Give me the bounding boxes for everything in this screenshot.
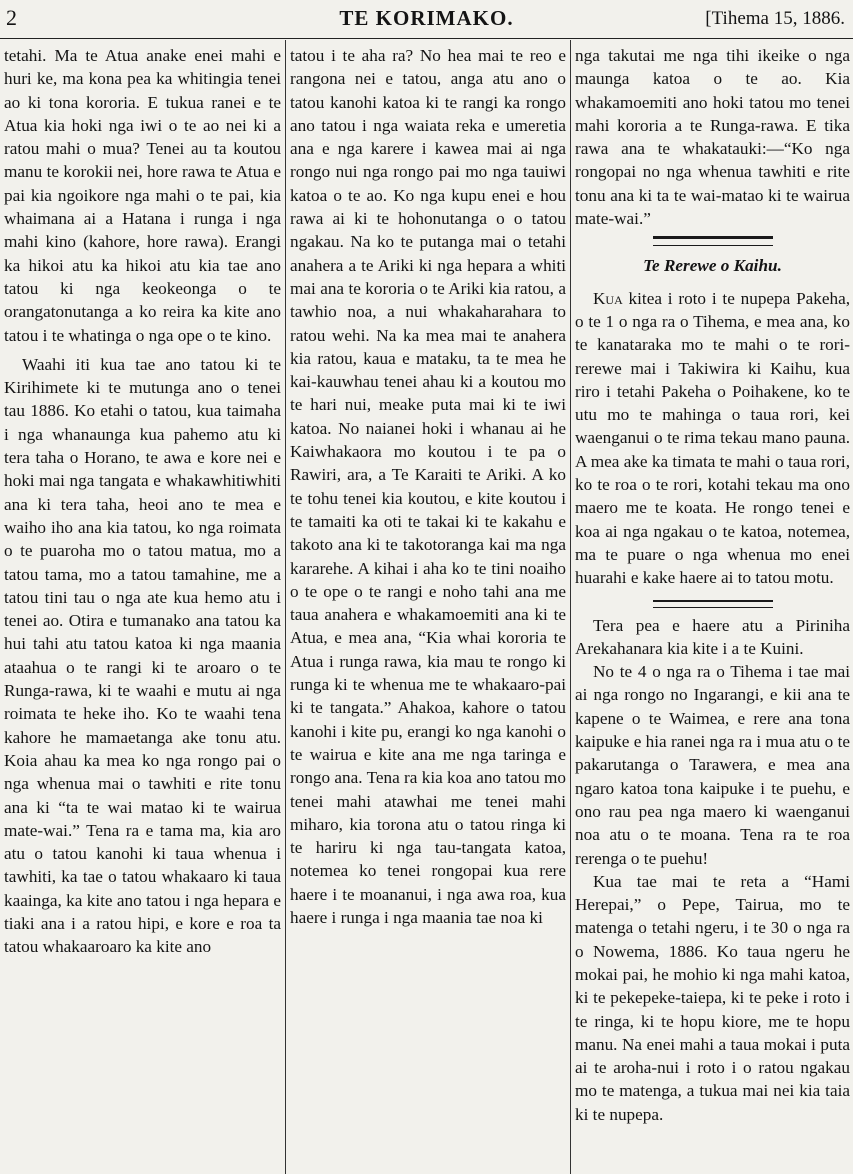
- news-item: Kua tae mai te reta a “Hami Herepai,” o Pepe, Tairua, mo te matenga o tetahi ngeru, i te 30 o nga ra o Nowema, 1886. Ko taua ngeru he mokai pai, he mohio ki nga mahi katoa, ki te pekepeke-taiepa, ki te peke i roto i te ringa, ki te hopu kiore, me te hopu manu. Na enei mahi a taua mokai i puta ai te aroha-nui i roto i o ratou ngakau mo te matenga, a tukua mai nei kia taia ki te nupepa.: [575, 871, 850, 1124]
- column-2: [290, 44, 566, 929]
- section-divider: [653, 236, 773, 246]
- header-rule: [0, 38, 853, 39]
- column-divider-1: [285, 40, 286, 1174]
- news-item: Tera pea e haere atu a Piriniha Arekahanara kia kite i a te Kuini.: [575, 615, 850, 658]
- paragraph-text: kitea i roto i te nupepa Pakeha, o te 1 o nga ra o Tihema, e mea ana, ko te kanataraka mo te mahi o te rori-rerewe mai i Takiwira ki Kaihu, kua riro i tetahi Pakeha o Poihakene, ko te utu mo te mahinga o taua rori, kei waenganui o te rima tekau mano pauna. A mea ake ka timata te mahi o taua rori, ko te roa o te rori, kotahi tekau ma ono maero me te koata. He rongo tenei e koa ai nga ngakau o te katoa, notemea, ma te puare o nga whenua mo enei huarahi e kake haere ai to tatou motu.: [575, 288, 850, 588]
- column-3: [575, 44, 850, 1126]
- article-paragraph: tatou i te aha ra? No hea mai te reo e rangona nei e tatou, anga atu ano o tatou kanohi katoa ki te rangi ka rongo ano tatou i nga waiata reka e umeretia ana e nga karere i kawea mai ai nga rongo nui nga rongo pai mo nga tauiwi katoa o te ao. Ko nga kupu enei e hou rawa ai ki te hohonutanga o o tatou ngakau. Na ko te putanga mai o tetahi anahera a te Ariki ki nga hepara a whiti mai ana te kororia o te Ariki kia ratou, a tawhio noa, a nui whakaharahara to ratou wehi. Na ka mea mai te anahera kia ratou, kaua e mataku, ta te mea he kai-kauwhau tenei ahau ki a koutou mo te hari nui, meake puta mai ki te iwi katoa. No naianei hoki i whanau ai he Kaiwhakaora mo koutou i te pa o Rawiri, ara, a Te Karaiti te Ariki. A ko te tohu tenei kia koutou, e kite koutou i te tamaiti ka oti te takai ki te kakahu e takoto ana ki te takotoranga kai ma nga kararehe. A kihai i aha ko te tini noaiho o te ope o te rangi e noho tahi ana me taua anahera e whakamoemiti ana ki te Atua, e mea ana, “Kia whai kororia te Atua i runga rawa, kia mau te rongo ki runga ki te whenua me te whakaaro-pai ki te tangata.” Ahakoa, kahore o tatou kanohi i kite pu, erangi ko nga kanohi o te wairua e kite ana me nga taringa e rongo ana. Tena ra kia koa ano tatou mo tenei mahi atawhai me tenei mahi miharo, kia torona atu o tatou ringa ki te hariru ki nga tau-tangata katoa, notemea ko tenei rongopai kua rere haere i te moananui, i nga awa roa, kua haere i runga i nga maania tae noa ki: [290, 46, 566, 927]
- section-divider: [653, 600, 773, 608]
- article-paragraph: Waahi iti kua tae ano tatou ki te Kirihimete ki te mutunga ano o tenei tau 1886. Ko etahi o tatou, kua taimaha i nga whanaunga kua pahemo atu ki tera taha o Horano, te awa e kore nei e hoki mai nga tangata e whakawhitiwhiti ana ki tera taha, heoi ano te mea e waiho iho ana kia tatou, ko nga roimata o te puaroha mo o tatou matua, mo a tatou tama, mo a tatou tamahine, me a tatou tini tau o nga ate kua hemo atu i tenei ao. Otira e tumanako ana tatou ka hui tahi atu tatou katoa ki nga maania ataahua o te rangi ki te aroaro o te Runga-rawa, ki te waahi e mutu ai nga roimata te heke iho. Ko te waahi tena kahore he mamaetanga ake tonu atu. Koia ahau ka mea ko nga rongo pai o nga whenua mai o tawhiti e rite tonu ana ki “ta te wai matao ki te wairua mate-wai.” Tena ra e tama ma, kia aro atu o tatou kanohi ki taua whenua i tawhiti, ka tae o tatou whakaaro ki taua kaainga, ka kite ano tatou i nga hepara e tiaki ana i a ratou hipi, e kore e roa ta tatou whakaaroaro ka kite ano: [4, 354, 281, 957]
- drop-word: Kua: [593, 288, 623, 308]
- article-paragraph: tetahi. Ma te Atua anake enei mahi e huri ke, ma kona pea ka whitingia tenei ao ki tona kororia. E tukua ranei e te Atua kia hoki nga iwi o te ao nei ki a ratou mahi o mua? Tenei au ta koutou manu te korokii nei, hore rawa te Atua e pai kia ngoikore nga mahi o te pai, kia whaimana ai a Hatana i runga i nga mahi kino (kahore, hore rawa). Erangi ka hikoi atu ka hikoi atu kia tae ano tatou ki nga keokeonga o te orangatonutanga a ko reira ka kite ano tatou i te whatinga o nga ope o te kino.: [4, 46, 281, 345]
- masthead-title: TE KORIMAKO.: [339, 6, 514, 30]
- news-item: No te 4 o nga ra o Tihema i tae mai ai nga rongo no Ingarangi, e kii ana te kapene o te Waimea, e rere ana tona kaipuke e hia ranei nga ra i mua atu o te pakarutanga o Tarawera, e mea ana ngaro katoa tona kaipuke i te puehu, e ono rau pea nga maero ki waenganui noa atu o te moana. Tena ra te roa rerenga o te puehu!: [575, 662, 850, 868]
- page-number: 2: [6, 5, 17, 30]
- issue-date: [Tihema 15, 1886.: [705, 8, 845, 29]
- column-1: [4, 44, 281, 959]
- article-paragraph: nga takutai me nga tihi ikeike o nga maunga katoa o te ao. Kia whakamoemiti ano hoki tatou mo tenei mahi kororia a te Runga-rawa. E tika rawa ana te whakatauki:—“Ko nga rongopai no nga whenua tawhiti e rite tonu ana ki ta te wai-matao ki te wairua mate-wai.”: [575, 46, 850, 229]
- page-header: [0, 0, 853, 40]
- column-divider-2: [570, 40, 571, 1174]
- article-heading: Te Rerewe o Kaihu.: [643, 256, 782, 276]
- article-paragraph: [575, 287, 850, 590]
